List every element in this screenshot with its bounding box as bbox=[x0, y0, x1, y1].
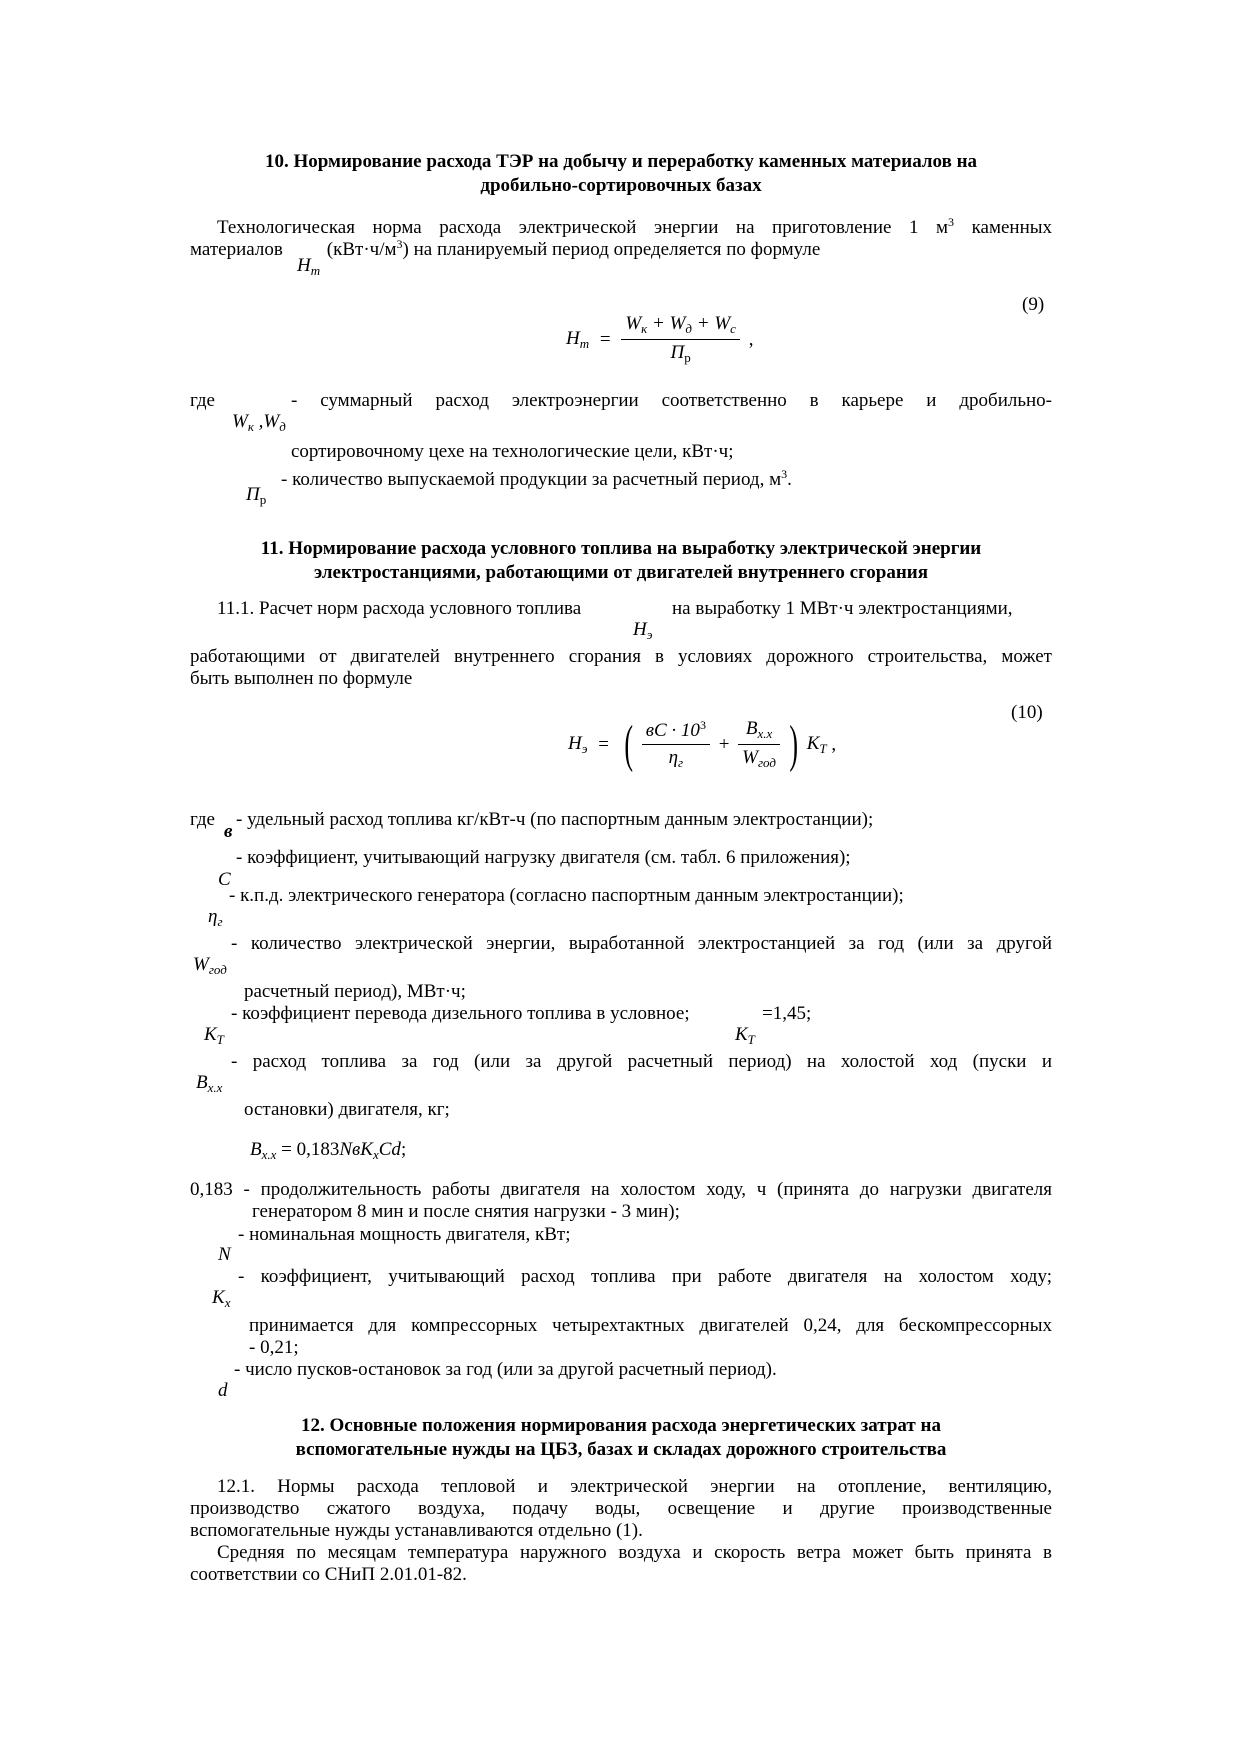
where-w-text-line2: сортировочному цехе на технологические цели, кВт·ч; bbox=[291, 441, 734, 462]
section-10-heading-line2: дробильно-сортировочных базах bbox=[480, 175, 762, 196]
equation-10-number: (10) bbox=[1011, 702, 1043, 723]
section-11-heading-line2: электростанциями, работающими от двигателей внутреннего сгорания bbox=[313, 562, 928, 583]
section-10-paragraph-line2: материалов $(кВт\cdot ч/м^3)$ на планируемый период определяется по формуле bbox=[190, 237, 821, 260]
where-eta-text: - к.п.д. электрического генератора (согласно паспортным данным электростанции); bbox=[229, 885, 904, 906]
where-kx-text-line1: - коэффициент, учитывающий расход топлива при работе двигателя на холостом ходу; bbox=[238, 1266, 1052, 1287]
where-kt-text: - коэффициент перевода дизельного топлива в условное; bbox=[231, 1003, 690, 1024]
where-kt-value: =1,45; bbox=[762, 1003, 812, 1024]
symbol-h-t: $Н_т$ bbox=[297, 255, 321, 278]
symbol-w-god: $W_{год}$ bbox=[193, 954, 227, 977]
equation-9: $Н_т$ = $\frac{W_к + W_д + W_c}{П_р}$ , bbox=[566, 313, 754, 365]
section-10-paragraph-line1: Технологическая норма расхода электрической энергии на приготовление 1 $м^3$ каменных bbox=[217, 215, 1053, 238]
where-bxx-text-line1: - расход топлива за год (или за другой расчетный период) на холостой ход (пуски и bbox=[231, 1051, 1052, 1072]
where-n-text: - номинальная мощность двигателя, кВт; bbox=[238, 1224, 571, 1245]
section-12-p1-line2: производство сжатого воздуха, подачу воды, освещение и другие производственные bbox=[190, 1498, 1052, 1519]
section-11-paragraph-line2: работающими от двигателей внутреннего сгорания в условиях дорожного строительства, может bbox=[190, 646, 1052, 667]
section-11-paragraph-line1a: 11.1. Расчет норм расхода условного топлива bbox=[217, 598, 582, 619]
where-0183-text-line2: генератором 8 мин и после снятия нагрузки - 3 мин); bbox=[252, 1201, 680, 1222]
symbol-kt: $К_Т$ bbox=[204, 1024, 224, 1047]
section-12-heading-line1: 12. Основные положения нормирования расхода энергетических затрат на bbox=[301, 1415, 941, 1436]
section-10-heading-line1: 10. Нормирование расхода ТЭР на добычу и переработку каменных материалов на bbox=[264, 151, 978, 172]
symbol-c: C bbox=[218, 869, 231, 890]
symbol-kt-value: $К_Т$ bbox=[735, 1024, 755, 1047]
equation-bxx: $В_{х.х} = 0,183NвK_xCd$; bbox=[250, 1139, 407, 1162]
symbol-eta: $\eta_г$ bbox=[208, 906, 223, 929]
symbol-kx: $K_x$ bbox=[212, 1287, 231, 1310]
symbol-n: N bbox=[218, 1244, 231, 1265]
symbol-d: d bbox=[218, 1380, 228, 1401]
where-w-text-line1: - суммарный расход электроэнергии соответственно в карьере и дробильно- bbox=[291, 390, 1052, 411]
section-12-heading-line2: вспомогательные нужды на ЦБЗ, базах и складах дорожного строительства bbox=[295, 1439, 947, 1460]
where-p-text: - количество выпускаемой продукции за расчетный период, $м^3$. bbox=[281, 467, 792, 490]
section-11-paragraph-line1b: на выработку 1 МВт·ч электростанциями, bbox=[672, 598, 1013, 619]
where-kx-text-line2: принимается для компрессорных четырехтактных двигателей 0,24, для бескомпрессорных bbox=[249, 1315, 1052, 1336]
symbol-wk-wd: $W_к$ $,W_д$ bbox=[232, 411, 286, 434]
where-bxx-text-line2: остановки) двигателя, кг; bbox=[244, 1099, 450, 1120]
section-12-p2-line1: Средняя по месяцам температура наружного воздуха и скорость ветра может быть принята в bbox=[217, 1542, 1052, 1563]
where-label-s11: где bbox=[190, 809, 215, 830]
symbol-h-e: $Н_э$ bbox=[633, 619, 653, 642]
section-11-heading-line1: 11. Нормирование расхода условного топлива на выработку электрической энергии bbox=[260, 538, 982, 559]
where-c-text: - коэффициент, учитывающий нагрузку двигателя (см. табл. 6 приложения); bbox=[236, 847, 851, 868]
where-0183-text-line1: 0,183 - продолжительность работы двигателя на холостом ходу, ч (принята до нагрузки двигателя bbox=[190, 1179, 1052, 1200]
equation-9-number: (9) bbox=[1022, 294, 1045, 315]
where-w-god-text-line1: - количество электрической энергии, выработанной электростанцией за год (или за другой bbox=[231, 933, 1052, 954]
section-12-p2-line2: соответствии со СНиП 2.01.01-82. bbox=[190, 1564, 467, 1585]
where-d-text: - число пусков-остановок за год (или за другой расчетный период). bbox=[234, 1359, 777, 1380]
symbol-bxx: $В_{х.х}$ bbox=[196, 1072, 223, 1095]
section-11-paragraph-line3: быть выполнен по формуле bbox=[190, 668, 413, 689]
symbol-b: в bbox=[224, 821, 233, 842]
where-label-s10: где bbox=[190, 390, 215, 411]
symbol-p-r: $П_р$ bbox=[246, 484, 267, 507]
section-12-p1-line3: вспомогательные нужды устанавливаются отдельно (1). bbox=[190, 1520, 643, 1541]
where-kx-text-line3: - 0,21; bbox=[249, 1337, 299, 1358]
where-b-text: - удельный расход топлива кг/кВт-ч (по паспортным данным электростанции); bbox=[236, 809, 874, 830]
section-12-p1-line1: 12.1. Нормы расхода тепловой и электрической энергии на отопление, вентиляцию, bbox=[217, 1476, 1052, 1497]
where-w-god-text-line2: расчетный период), МВт·ч; bbox=[244, 981, 466, 1002]
equation-10: $Н_э$ = ( $\frac{вC \cdot 10^3}{\eta_г}$ + $\frac{В_{х.х}}{W_{год}}$ ) $К_Т$ , bbox=[568, 715, 837, 773]
